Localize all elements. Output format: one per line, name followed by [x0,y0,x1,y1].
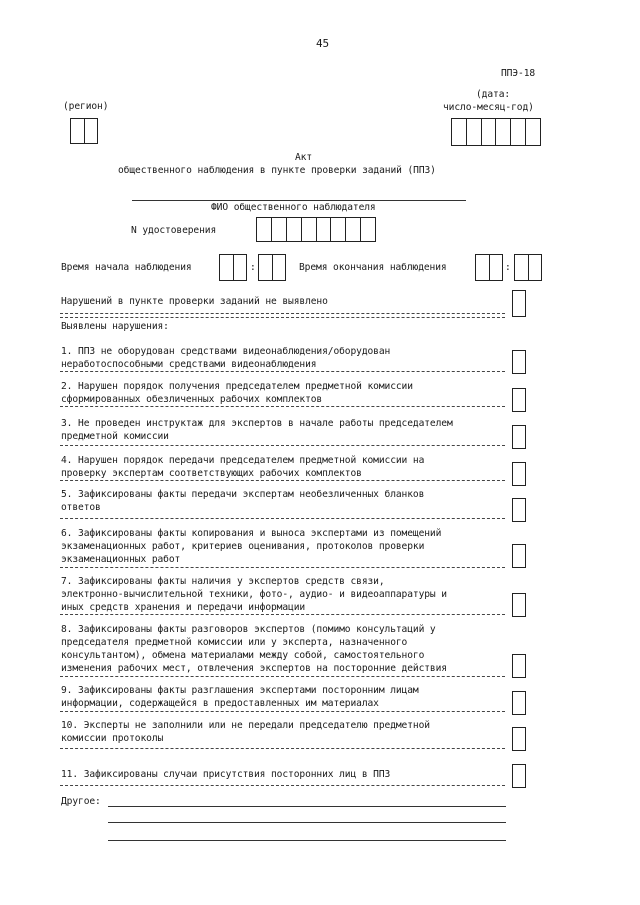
certificate-number-field[interactable] [256,217,376,242]
item-separator [60,480,505,481]
violation-item-2 [61,380,413,406]
violation-text-line: неработоспособными средствами видеонаблюдения [61,359,317,370]
violation-item-4 [61,454,424,480]
other-input-line[interactable] [108,806,506,807]
start-minutes-field[interactable] [258,254,286,281]
violation-item-10 [61,719,430,745]
other-input-line[interactable] [108,822,506,823]
item-separator [60,785,505,786]
start-time-label: Время начала наблюдения [61,262,192,273]
violation-text-line: иных средств хранения и передачи информации [61,602,306,613]
no-violations-checkbox[interactable] [512,290,526,317]
violation-item-9 [61,684,419,710]
violation-text-line: 5. Зафиксированы факты передачи экспертам необезличенных бланков [61,489,425,500]
item-separator [60,445,505,446]
violation-text-line: 4. Нарушен порядок передачи председателем предметной комиссии на [61,455,425,466]
violation-item-6 [61,527,441,566]
end-time-separator: : [505,262,511,273]
violation-text-line: изменения рабочих мест, отвлечения экспертов на посторонние действия [61,663,447,674]
violation-checkbox-5[interactable] [512,498,526,522]
document-subtitle: общественного наблюдения в пункте проверки заданий (ППЗ) [118,165,436,176]
violation-checkbox-4[interactable] [512,462,526,486]
violation-text-line: 1. ППЗ не оборудован средствами видеонаблюдения/оборудован [61,346,391,357]
violations-found-label: Выявлены нарушения: [61,321,169,332]
violation-text-line: 6. Зафиксированы факты копирования и выноса экспертами из помещений [61,528,442,539]
violation-text-line: 7. Зафиксированы факты наличия у экспертов средств связи, [61,576,385,587]
form-code: ППЭ-18 [501,68,536,79]
violation-text-line: комиссии протоколы [61,733,164,744]
violation-item-11 [61,768,390,781]
violation-text-line: электронно-вычислительной техники, фото-, аудио- и видеоаппаратуры и [61,589,447,600]
violation-checkbox-7[interactable] [512,593,526,617]
item-separator [60,711,505,712]
item-separator [60,518,505,519]
violation-text-line: предметной комиссии [61,431,169,442]
item-separator [60,371,505,372]
violation-text-line: 10. Эксперты не заполнили или не передали председателю предметной [61,720,430,731]
violation-text-line: проверку экспертам соответствующих рабочих комплектов [61,468,362,479]
date-format-label: число-месяц-год) [443,102,534,113]
violation-checkbox-3[interactable] [512,425,526,449]
end-time-label: Время окончания наблюдения [299,262,447,273]
document-title: Акт [295,152,313,163]
item-separator [60,567,505,568]
violation-text-line: 2. Нарушен порядок получения председателем предметной комиссии [61,381,413,392]
violation-checkbox-2[interactable] [512,388,526,412]
item-separator [60,406,505,407]
violation-item-1 [61,345,390,371]
item-separator [60,676,505,677]
violation-text-line: 3. Не проведен инструктаж для экспертов в начале работы председателем [61,418,453,429]
violation-text-line: 9. Зафиксированы факты разглашения экспертами посторонним лицам [61,685,419,696]
end-hours-field[interactable] [475,254,503,281]
page-number: 45 [316,37,330,50]
violation-checkbox-11[interactable] [512,764,526,788]
violation-text-line: экзаменационных работ [61,554,181,565]
start-time-separator: : [250,262,256,273]
violation-text-line: 11. Зафиксированы случаи присутствия посторонних лиц в ППЗ [61,769,391,780]
violation-checkbox-6[interactable] [512,544,526,568]
violation-text-line: экзаменационных работ, критериев оценивания, протоколов проверки [61,541,425,552]
violation-text-line: ответов [61,502,101,513]
violation-text-line: председателя предметной комиссии или у эксперта, назначенного [61,637,408,648]
item-separator [60,614,505,615]
region-code-field[interactable] [70,118,98,144]
violation-checkbox-9[interactable] [512,691,526,715]
violation-checkbox-8[interactable] [512,654,526,678]
certificate-label: N удостоверения [131,225,217,236]
violation-checkbox-10[interactable] [512,727,526,751]
violation-text-line: 8. Зафиксированы факты разговоров экспертов (помимо консультаций у [61,624,436,635]
violation-text-line: сформированных обезличенных рабочих комплектов [61,394,323,405]
observer-name-label: ФИО общественного наблюдателя [211,202,376,213]
date-field[interactable] [451,118,541,146]
other-label: Другое: [61,796,101,807]
no-violations-label: Нарушений в пункте проверки заданий не выявлено [61,296,328,307]
violation-item-5 [61,488,424,514]
violation-item-7 [61,575,447,614]
end-minutes-field[interactable] [514,254,542,281]
item-separator [60,748,505,749]
violation-text-line: консультантом), обмена материалами между собой, самостоятельного [61,650,425,661]
other-input-line[interactable] [108,840,506,841]
violation-item-3 [61,417,453,443]
violation-item-8 [61,623,447,675]
violation-text-line: информации, содержащейся в предоставленных им материалах [61,698,379,709]
violation-checkbox-1[interactable] [512,350,526,374]
start-hours-field[interactable] [219,254,247,281]
region-label: (регион) [63,101,109,112]
separator-double-line [60,313,505,318]
date-label: (дата: [476,89,511,100]
